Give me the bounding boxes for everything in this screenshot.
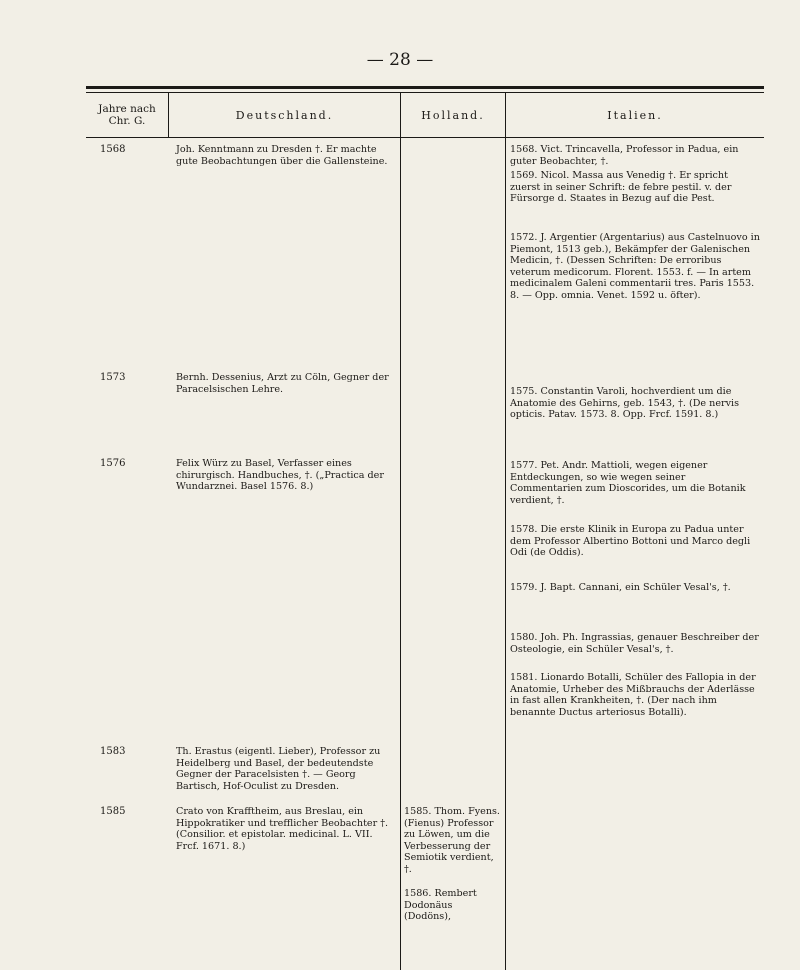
germany-entry: Joh. Kenntmann zu Dresden †. Er machte gute Beobachtungen über die Gallensteine. [176,144,388,167]
italy-entry: 1575. Constantin Varoli, hochverdient um die Anatomie des Gehirns, geb. 1543, †. (De nervis opticis. Patav. 1573. 8. Opp. Frcf. 1591. 8.) [510,386,740,421]
italy-entry: 1572. J. Argentier (Argentarius) aus Castelnuovo in Piemont, 1513 geb.), Bekämpfer der Galenischen Medicin, †. (Dessen Schriften: De erroribus veterum medicorum. Florent. 1553. f. — In artem medicinalem Galeni commentarii tres. Paris 1553. 8. — Opp. omnia. Venet. 1592 u. öfter). [510,232,760,301]
page-number: — 28 — [366,50,434,70]
top-rule-thick [86,86,764,89]
year-entry: 1585 [100,806,126,817]
column-divider-2 [400,92,401,970]
header-bottom-rule [86,137,764,138]
year-entry: 1576 [100,458,126,469]
italy-entry: 1568. Vict. Trincavella, Professor in Padua, ein guter Beobachter, †. [510,144,739,167]
header-years: Jahre nach Chr. G. [98,103,156,127]
italy-entry: 1577. Pet. Andr. Mattioli, wegen eigener Entdeckungen, so wie wegen seiner Commentarien zum Dioscorides, um die Botanik verdient, †. [510,460,746,506]
germany-entry: Bernh. Dessenius, Arzt zu Cöln, Gegner der Paracelsischen Lehre. [176,372,389,395]
top-rule-thin [86,92,764,93]
year-entry: 1568 [100,144,126,155]
holland-entry: 1585. Thom. Fyens. (Fienus) Professor zu Löwen, um die Verbesserung der Semiotik verdient, †. [404,806,500,875]
header-germany: Deutschland. [235,108,334,122]
column-divider-3 [505,92,506,970]
holland-entry: 1586. Rembert Dodonäus (Dodöns), [404,888,477,923]
italy-entry: 1569. Nicol. Massa aus Venedig †. Er spricht zuerst in seiner Schrift: de febre pestil. v. der Fürsorge d. Staates in Bezug auf die Pest. [510,170,732,205]
germany-entry: Crato von Krafftheim, aus Breslau, ein Hippokratiker und trefflicher Beobachter †. (Consilior. et epistolar. medicinal. L. VII. Frcf. 1671. 8.) [176,806,389,852]
germany-entry: Th. Erastus (eigentl. Lieber), Professor zu Heidelberg und Basel, der bedeutendste Gegner der Paracelsisten †. — Georg Bartisch, Hof-Oculist zu Dresden. [176,746,381,792]
italy-entry: 1581. Lionardo Botalli, Schüler des Fallopia in der Anatomie, Urheber des Mißbrauchs der Aderlässe in fast allen Krankheiten, †. (Der nach ihm benannte Ductus arteriosus Botalli). [510,672,756,718]
year-entry: 1573 [100,372,126,383]
header-holland: Holland. [421,108,485,122]
germany-entry: Felix Würz zu Basel, Verfasser eines chirurgisch. Handbuches, †. („Practica der Wundarznei. Basel 1576. 8.) [176,458,384,493]
italy-entry: 1579. J. Bapt. Cannani, ein Schüler Vesal's, †. [510,582,731,593]
italy-entry: 1580. Joh. Ph. Ingrassias, genauer Beschreiber der Osteologie, ein Schüler Vesal's, †. [510,632,759,655]
year-entry: 1583 [100,746,126,757]
header-italy: Italien. [607,108,663,122]
italy-entry: 1578. Die erste Klinik in Europa zu Padua unter dem Professor Albertino Bottoni und Marco degli Odi (de Oddis). [510,524,751,559]
